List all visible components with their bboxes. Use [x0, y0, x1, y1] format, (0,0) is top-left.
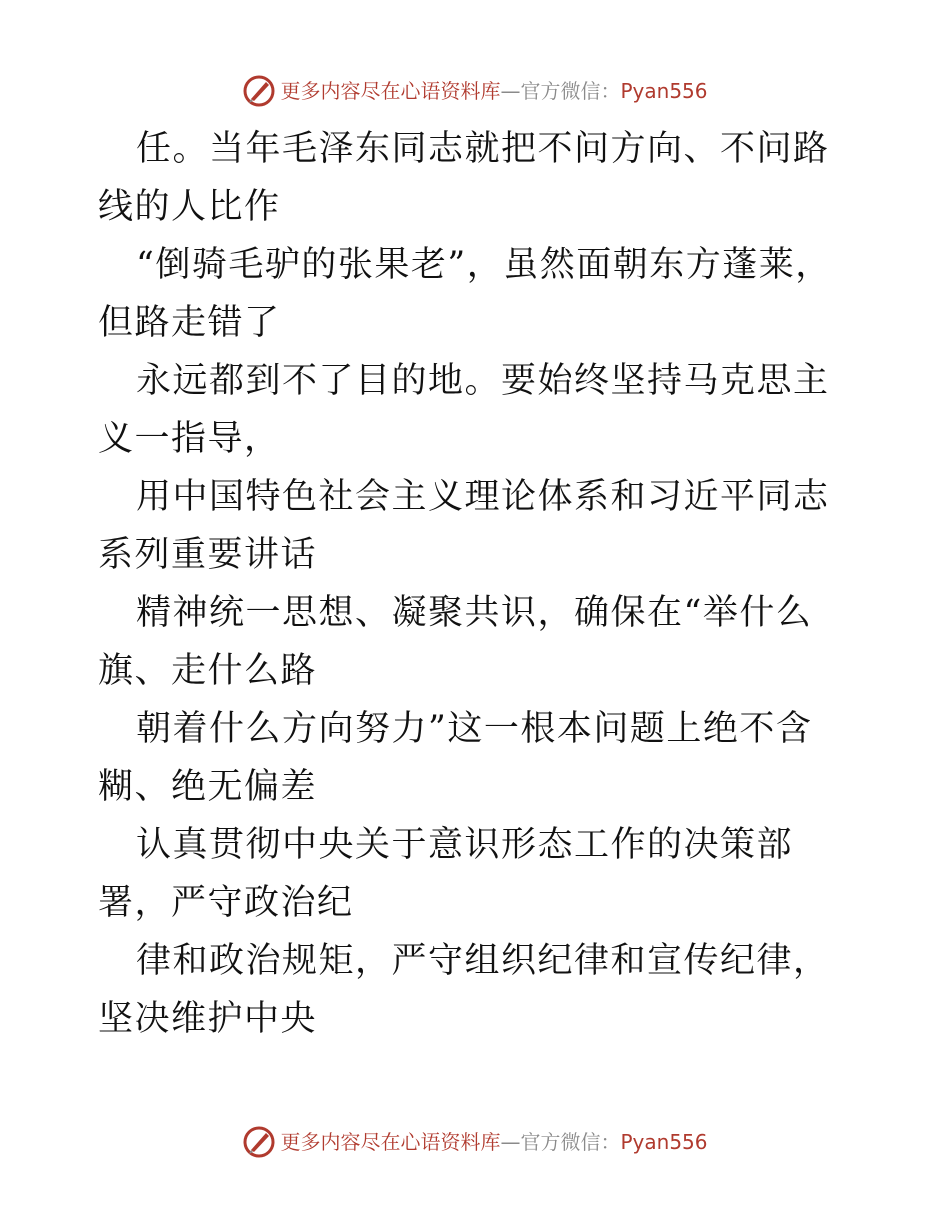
watermark-dash: —	[500, 79, 521, 103]
quill-pen-logo-icon	[242, 1125, 276, 1159]
watermark-account-id: Pyan556	[620, 1130, 708, 1154]
paragraph: “倒骑毛驴的张果老”，虽然面朝东方蓬莱，但路走错了	[98, 245, 832, 343]
watermark-brand-text: 更多内容尽在心语资料库	[280, 79, 501, 103]
paragraph: 用中国特色社会主义理论体系和习近平同志系列重要讲话	[98, 477, 830, 575]
paragraph: 永远都到不了目的地。要始终坚持马克思主义一指导，	[98, 361, 830, 459]
quill-pen-logo-icon	[242, 74, 276, 108]
watermark-account-prefix: 官方微信：	[520, 1130, 621, 1154]
watermark-account-prefix: 官方微信：	[520, 79, 621, 103]
document-body	[98, 120, 858, 1048]
paragraph: 认真贯彻中央关于意识形态工作的决策部署，严守政治纪	[98, 825, 794, 923]
paragraph: 律和政治规矩，严守组织纪律和宣传纪律，坚决维护中央	[98, 941, 830, 1039]
paragraph: 任。当年毛泽东同志就把不问方向、不问路线的人比作	[98, 129, 830, 227]
paragraph: 精神统一思想、凝聚共识，确保在“举什么旗、走什么路	[98, 593, 813, 691]
paragraph: 朝着什么方向努力”这一根本问题上绝不含糊、绝无偏差	[98, 709, 813, 807]
watermark-brand-text: 更多内容尽在心语资料库	[280, 1130, 501, 1154]
watermark-account-id: Pyan556	[620, 79, 708, 103]
page-footer-watermark	[0, 1125, 950, 1159]
watermark-dash: —	[500, 1130, 521, 1154]
page-header-watermark	[0, 74, 950, 108]
